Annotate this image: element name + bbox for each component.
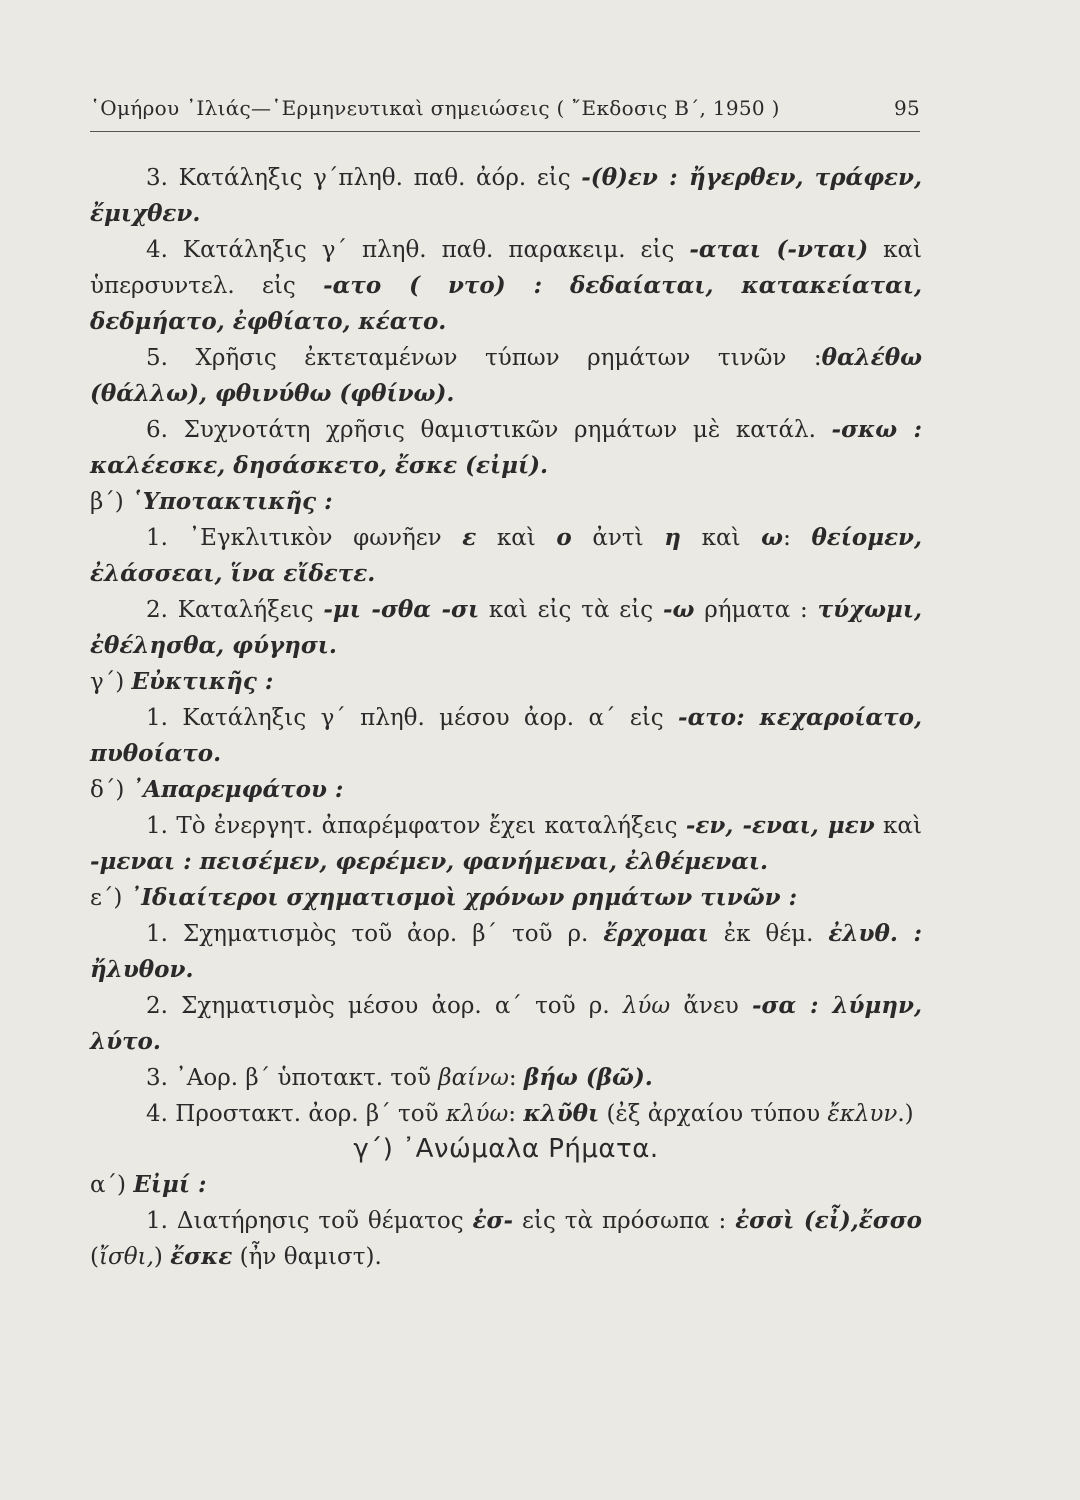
example-forms: -μεναι : πεισέμεν, φερέμεν, φανήμεναι, ἐλθέμεναι.	[90, 848, 769, 875]
subheading-title: ῾Υποτακτικῆς :	[131, 488, 333, 515]
page-body	[90, 160, 922, 1275]
subheading-epsilon	[90, 880, 922, 916]
example-forms: ἴσθι,	[98, 1244, 154, 1270]
subheading-label: δ΄)	[90, 777, 132, 803]
item-text: ἄνευ	[670, 993, 752, 1019]
example-forms: τύχωμι, ἐθέλησθα, φύγησι.	[90, 596, 923, 659]
item-text: Κατάληξις γ΄ πληθ. μέσου ἀορ. α΄ εἰς	[182, 705, 679, 731]
verb: ἔκλυν	[827, 1101, 898, 1127]
paragraph-delta-1	[90, 808, 922, 880]
paragraph-beta-1	[90, 520, 922, 592]
paragraph-item-4	[90, 232, 922, 340]
paragraph-epsilon-3	[90, 1060, 922, 1096]
paragraph-epsilon-4	[90, 1096, 922, 1132]
vowel: η	[664, 524, 681, 551]
running-title: ῾Ομήρου ᾽Ιλιάς—῾Ερμηνευτικαὶ σημειώσεις ( ῎Εκδοσις Β΄, 1950 )	[90, 96, 780, 120]
item-text: Τὸ ἐνεργητ. ἀπαρέμφατον ἔχει καταλήξεις	[176, 813, 686, 839]
item-number: 6.	[146, 417, 168, 443]
paragraph-alpha-1	[90, 1203, 922, 1275]
ending: -μι -σθα -σι	[323, 596, 480, 623]
item-text: ᾽Αορ. β΄ ὑποτακτ. τοῦ	[175, 1065, 439, 1091]
example-forms: κλῦθι	[523, 1100, 600, 1127]
item-text: .)	[897, 1101, 914, 1127]
subheading-title: Εἰμί :	[133, 1171, 207, 1198]
subheading-title: ᾽Απαρεμφάτου :	[131, 776, 344, 803]
example-forms: θαλέθω (θάλλω), φθινύθω (φθίνω).	[90, 344, 922, 407]
item-text: εἰς τὰ πρόσωπα :	[513, 1208, 736, 1234]
item-text: :	[783, 525, 812, 551]
subheading-alpha	[90, 1167, 922, 1203]
subheading-label: ε΄)	[90, 885, 130, 911]
item-text: (ἐξ ἀρχαίου τύπου	[599, 1101, 828, 1127]
verb: βαίνω	[438, 1065, 509, 1091]
vowel: ω	[761, 524, 784, 551]
subheading-delta	[90, 772, 922, 808]
item-text: Χρῆσις ἐκτεταμένων τύπων ρημάτων τινῶν :	[195, 345, 822, 371]
ending: -αται (-νται)	[689, 236, 869, 263]
item-number: 1.	[146, 525, 168, 551]
example-forms: -(θ)εν : ἤγερθεν, τράφεν, ἔμιχθεν.	[90, 164, 922, 227]
example-forms: -ατο ( ντο) : δεδαίαται, κατακείαται, δεδμήατο, ἐφθίατο, κέατο.	[90, 272, 922, 335]
running-header	[90, 96, 920, 120]
paragraph-beta-2	[90, 592, 922, 664]
item-text: Καταλήξεις	[177, 597, 324, 623]
item-text: Διατήρησις τοῦ θέματος	[176, 1208, 473, 1234]
item-text: (ἦν θαμιστ).	[232, 1244, 382, 1270]
vowel: ε	[462, 524, 477, 551]
paragraph-item-3	[90, 160, 922, 232]
paragraph-gamma-1	[90, 700, 922, 772]
item-text: καὶ εἰς τὰ εἰς	[479, 597, 663, 623]
item-text: )	[153, 1244, 171, 1270]
item-number: 1.	[146, 921, 168, 947]
item-text: καὶ	[874, 813, 922, 839]
paragraph-item-5	[90, 340, 922, 412]
item-text: :	[508, 1101, 524, 1127]
item-number: 3.	[146, 165, 168, 191]
item-text: ἐκ θέμ.	[708, 921, 829, 947]
item-number: 4.	[146, 1101, 168, 1127]
item-number: 5.	[146, 345, 168, 371]
item-text: (	[90, 1244, 99, 1270]
example-forms: ἐλυθ. : ἤλυθον.	[90, 920, 923, 983]
subheading-label: α΄)	[90, 1172, 134, 1198]
item-number: 1.	[146, 705, 168, 731]
subheading-label: β΄)	[90, 489, 132, 515]
item-text: ᾽Εγκλιτικὸν φωνῆεν	[188, 525, 463, 551]
item-text: καὶ	[681, 525, 762, 551]
example-forms: βήω (βῶ).	[523, 1064, 653, 1091]
subheading-gamma	[90, 664, 922, 700]
paragraph-epsilon-2	[90, 988, 922, 1060]
page-number: 95	[893, 96, 920, 120]
item-text: καὶ ὑπερσυντελ. εἰς	[90, 237, 922, 299]
header-rule	[90, 131, 920, 132]
vowel: ο	[556, 524, 572, 551]
item-text: ἀντὶ	[571, 525, 665, 551]
item-text: :	[508, 1065, 524, 1091]
example-forms: ἐσσὶ (εἶ),ἔσσο	[735, 1207, 922, 1234]
item-text: Σχηματισμὸς τοῦ ἀορ. β΄ τοῦ ρ.	[182, 921, 604, 947]
ending: -εν, -εναι, μεν	[685, 812, 875, 839]
item-number: 1.	[146, 813, 168, 839]
item-text: ρήματα :	[694, 597, 818, 623]
example-forms: -σκω : καλέεσκε, δησάσκετο, ἔσκε (εἰμί).	[90, 416, 922, 479]
paragraph-item-6	[90, 412, 922, 484]
item-number: 2.	[146, 993, 168, 1019]
item-text: καὶ	[476, 525, 557, 551]
verb: ἔρχομαι	[603, 920, 709, 947]
verb: λύω	[622, 993, 671, 1019]
subheading-beta	[90, 484, 922, 520]
item-number: 2.	[146, 597, 168, 623]
item-text: Σχηματισμὸς μέσου ἀορ. α΄ τοῦ ρ.	[181, 993, 623, 1019]
verb: κλύω	[445, 1101, 509, 1127]
example-forms: ἔσκε	[170, 1243, 233, 1270]
subheading-title: Εὐκτικῆς :	[131, 668, 274, 695]
item-text: Συχνοτάτη χρῆσις θαμιστικῶν ρημάτων μὲ κατάλ.	[183, 417, 832, 443]
section-title: γ΄) ᾽Ανώμαλα Ρήματα.	[353, 1134, 659, 1164]
paragraph-epsilon-1	[90, 916, 922, 988]
stem: ἐσ-	[472, 1207, 514, 1234]
item-number: 4.	[146, 237, 168, 263]
item-text: Κατάληξις γ΄πληθ. παθ. ἀόρ. εἰς	[178, 165, 582, 191]
item-text: Προστακτ. ἀορ. β΄ τοῦ	[175, 1101, 446, 1127]
example-forms: -ατο: κεχαροίατο, πυθοίατο.	[90, 704, 922, 767]
example-forms: θείομεν, ἐλάσσεαι, ἵνα εἴδετε.	[90, 524, 923, 587]
example-forms: -σα : λύμην, λύτο.	[90, 992, 922, 1055]
item-number: 1.	[146, 1208, 168, 1234]
item-text: Κατάληξις γ΄ πληθ. παθ. παρακειμ. εἰς	[182, 237, 690, 263]
item-number: 3.	[146, 1065, 168, 1091]
ending: -ω	[662, 596, 695, 623]
subheading-label: γ΄)	[90, 669, 132, 695]
subheading-title: ᾽Ιδιαίτεροι σχηματισμοὶ χρόνων ρημάτων τινῶν :	[129, 884, 798, 911]
